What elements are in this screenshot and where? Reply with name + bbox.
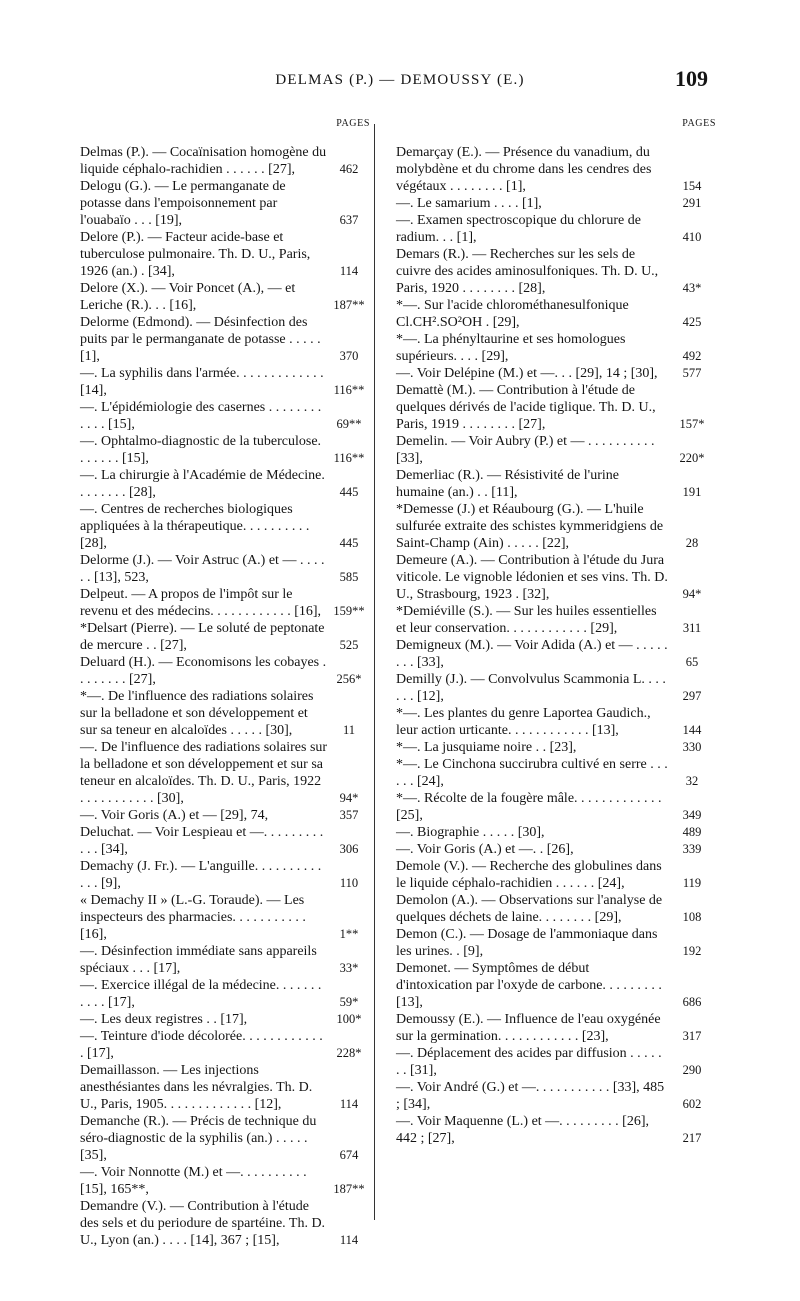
left-column xyxy=(80,115,370,1249)
index-entry: Demolon (A.). — Observations sur l'analyse de quelques déchets de laine. . . . . . . . [29], 108 xyxy=(396,893,702,925)
index-entry: Demonet. — Symptômes de début d'intoxication par l'oxyde de carbone. . . . . . . . . [13], 686 xyxy=(396,961,702,1010)
index-entry: —. Voir Goris (A.) et —. . [26], 339 xyxy=(396,842,702,857)
index-entry: —. Déplacement des acides par diffusion . . . . . . . [31], 290 xyxy=(396,1046,702,1078)
index-entry: « Demachy II » (L.-G. Toraude). — Les inspecteurs des pharmacies. . . . . . . . . . . [16], 1** xyxy=(80,893,359,942)
index-entry: Demoussy (E.). — Influence de l'eau oxygénée sur la germination. . . . . . . . . . . . [23], 317 xyxy=(396,1012,702,1044)
index-entry: Demattè (M.). — Contribution à l'étude de quelques dérivés de l'acide tiglique. Th. D. U., Paris, 1919 . . . . . . . . [27], 157* xyxy=(396,383,705,432)
index-entry: Delore (P.). — Facteur acide-base et tuberculose pulmonaire. Th. D. U., Paris, 1926 (an.) . [34], 114 xyxy=(80,230,359,279)
index-entry: Demilly (J.). — Convolvulus Scammonia L. . . . . . . [12], 297 xyxy=(396,672,702,704)
index-entry: *Delsart (Pierre). — Le soluté de peptonate de mercure . . [27], 525 xyxy=(80,621,359,653)
pages-column-header: PAGES xyxy=(336,118,370,129)
index-entry: —. Voir Goris (A.) et — [29], 74, 357 xyxy=(80,808,359,823)
index-entry: —. Le samarium . . . . [1], 291 xyxy=(396,196,702,211)
index-entry: —. Voir Maquenne (L.) et —. . . . . . . . . [26], 442 ; [27], 217 xyxy=(396,1114,702,1146)
index-entry: Delore (X.). — Voir Poncet (A.), — et Leriche (R.). . . [16], 187** xyxy=(80,281,365,313)
index-entry: Delpeut. — A propos de l'impôt sur le revenu et des médecins. . . . . . . . . . . . [16], 159** xyxy=(80,587,365,619)
index-entry: —. Voir Delépine (M.) et —. . . [29], 14 ; [30], 577 xyxy=(396,366,702,381)
index-entry: Demerliac (R.). — Résistivité de l'urine humaine (an.) . . [11], 191 xyxy=(396,468,702,500)
page-header xyxy=(0,66,800,96)
index-entry: —. Voir Nonnotte (M.) et —. . . . . . . . . . [15], 165**, 187** xyxy=(80,1165,365,1197)
index-entry: —. Désinfection immédiate sans appareils spéciaux . . . [17], 33* xyxy=(80,944,359,976)
index-entry: —. Teinture d'iode décolorée. . . . . . . . . . . . . [17], 228* xyxy=(80,1029,362,1061)
index-entry: Demeure (A.). — Contribution à l'étude du Jura viticole. Le vignoble lédonien et ses vins. Th. D. U., Strasbourg, 1923 . [32], 94* xyxy=(396,553,702,602)
index-entry: Delorme (J.). — Voir Astruc (A.) et — . . . . . . [13], 523, 585 xyxy=(80,553,359,585)
index-entry: —. Exercice illégal de la médecine. . . . . . . . . . . [17], 59* xyxy=(80,978,359,1010)
index-entry: —. Les deux registres . . [17], 100* xyxy=(80,1012,362,1027)
index-entry: —. Ophtalmo-diagnostic de la tuberculose. . . . . . . [15], 116** xyxy=(80,434,365,466)
index-entry: —. Voir André (G.) et —. . . . . . . . . . . [33], 485 ; [34], 602 xyxy=(396,1080,702,1112)
index-entry: Demigneux (M.). — Voir Adida (A.) et — . . . . . . . . [33], 65 xyxy=(396,638,699,670)
index-entry: *—. De l'influence des radiations solaires sur la belladone et son développement et sur sa teneur en alcaloïdes . . . . . [30], 11 xyxy=(80,689,356,738)
index-entry: Demelin. — Voir Aubry (P.) et — . . . . . . . . . . [33], 220* xyxy=(396,434,705,466)
page-number: 109 xyxy=(675,66,708,91)
index-entry: —. Examen spectroscopique du chlorure de radium. . . [1], 410 xyxy=(396,213,702,245)
index-entry: —. Centres de recherches biologiques appliquées à la thérapeutique. . . . . . . . . . [28], 445 xyxy=(80,502,359,551)
index-entry: Deluchat. — Voir Lespieau et —. . . . . . . . . . . . [34], 306 xyxy=(80,825,359,857)
index-entry: Demon (C.). — Dosage de l'ammoniaque dans les urines. . [9], 192 xyxy=(396,927,702,959)
pages-column-header: PAGES xyxy=(682,118,716,129)
index-entry: Deluard (H.). — Economisons les cobayes . . . . . . . . [27], 256* xyxy=(80,655,362,687)
index-entry: *—. La jusquiame noire . . [23], 330 xyxy=(396,740,702,755)
index-entry: *—. Les plantes du genre Laportea Gaudich., leur action urticante. . . . . . . . . . . . [13], 144 xyxy=(396,706,702,738)
index-entry: *Demesse (J.) et Réaubourg (G.). — L'huile sulfurée extraite des schistes kymmeridgiens de Saint-Champ (Ain) . . . . . [22], 28 xyxy=(396,502,699,551)
index-entry: Demole (V.). — Recherche des globulines dans le liquide céphalo-rachidien . . . . . . [24], 119 xyxy=(396,859,702,891)
index-entry: Demandre (V.). — Contribution à l'étude des sels et du periodure de spartéine. Th. D. U., Lyon (an.) . . . . [14], 367 ; [15], 114 xyxy=(80,1199,359,1248)
index-entry: *—. Récolte de la fougère mâle. . . . . . . . . . . . . [25], 349 xyxy=(396,791,702,823)
index-entry: Demanche (R.). — Précis de technique du séro-diagnostic de la syphilis (an.) . . . . . [35], 674 xyxy=(80,1114,359,1163)
index-entry: —. L'épidémiologie des casernes . . . . . . . . . . . . [15], 69** xyxy=(80,400,362,432)
index-entry: *—. La phényltaurine et ses homologues supérieurs. . . . [29], 492 xyxy=(396,332,702,364)
column-divider xyxy=(374,124,375,1220)
index-entry: Demaillasson. — Les injections anesthésiantes dans les névralgies. Th. D. U., Paris, 1905. . . . . . . . . . . . . [12], 114 xyxy=(80,1063,359,1112)
index-entry: —. De l'influence des radiations solaires sur la belladone et son développement et sur sa teneur en alcaloïdes. Th. D. U., Paris, 1922 . . . . . . . . . . . [30], 94* xyxy=(80,740,359,806)
running-head: DELMAS (P.) — DEMOUSSY (E.) xyxy=(275,72,525,88)
index-entry: *Demiéville (S.). — Sur les huiles essentielles et leur conservation. . . . . . . . . . . . [29], 311 xyxy=(396,604,702,636)
index-entry: Delogu (G.). — Le permanganate de potasse dans l'empoisonnement par l'ouabaïo . . . [19], 637 xyxy=(80,179,359,228)
index-entry: *—. Le Cinchona succirubra cultivé en serre . . . . . . [24], 32 xyxy=(396,757,699,789)
index-entry: Delorme (Edmond). — Désinfection des puits par le permanganate de potasse . . . . . [1], 370 xyxy=(80,315,359,364)
index-entry: Demachy (J. Fr.). — L'anguille. . . . . . . . . . . . . [9], 110 xyxy=(80,859,359,891)
index-entry: —. La syphilis dans l'armée. . . . . . . . . . . . . [14], 116** xyxy=(80,366,365,398)
index-entry: Delmas (P.). — Cocaïnisation homogène du liquide céphalo-rachidien . . . . . . [27], 462 xyxy=(80,145,359,177)
index-entry: —. La chirurgie à l'Académie de Médecine. . . . . . . . [28], 445 xyxy=(80,468,359,500)
index-entry: *—. Sur l'acide chlorométhanesulfonique Cl.CH².SO²OH . [29], 425 xyxy=(396,298,702,330)
index-entry: Demars (R.). — Recherches sur les sels de cuivre des acides aminosulfoniques. Th. D. U., Paris, 1920 . . . . . . . . [28], 43* xyxy=(396,247,702,296)
index-entry: Demarçay (E.). — Présence du vanadium, du molybdène et du chrome dans les cendres des végétaux . . . . . . . . [1], 154 xyxy=(396,145,702,194)
right-column xyxy=(396,115,716,1147)
index-entry: —. Biographie . . . . . [30], 489 xyxy=(396,825,702,840)
